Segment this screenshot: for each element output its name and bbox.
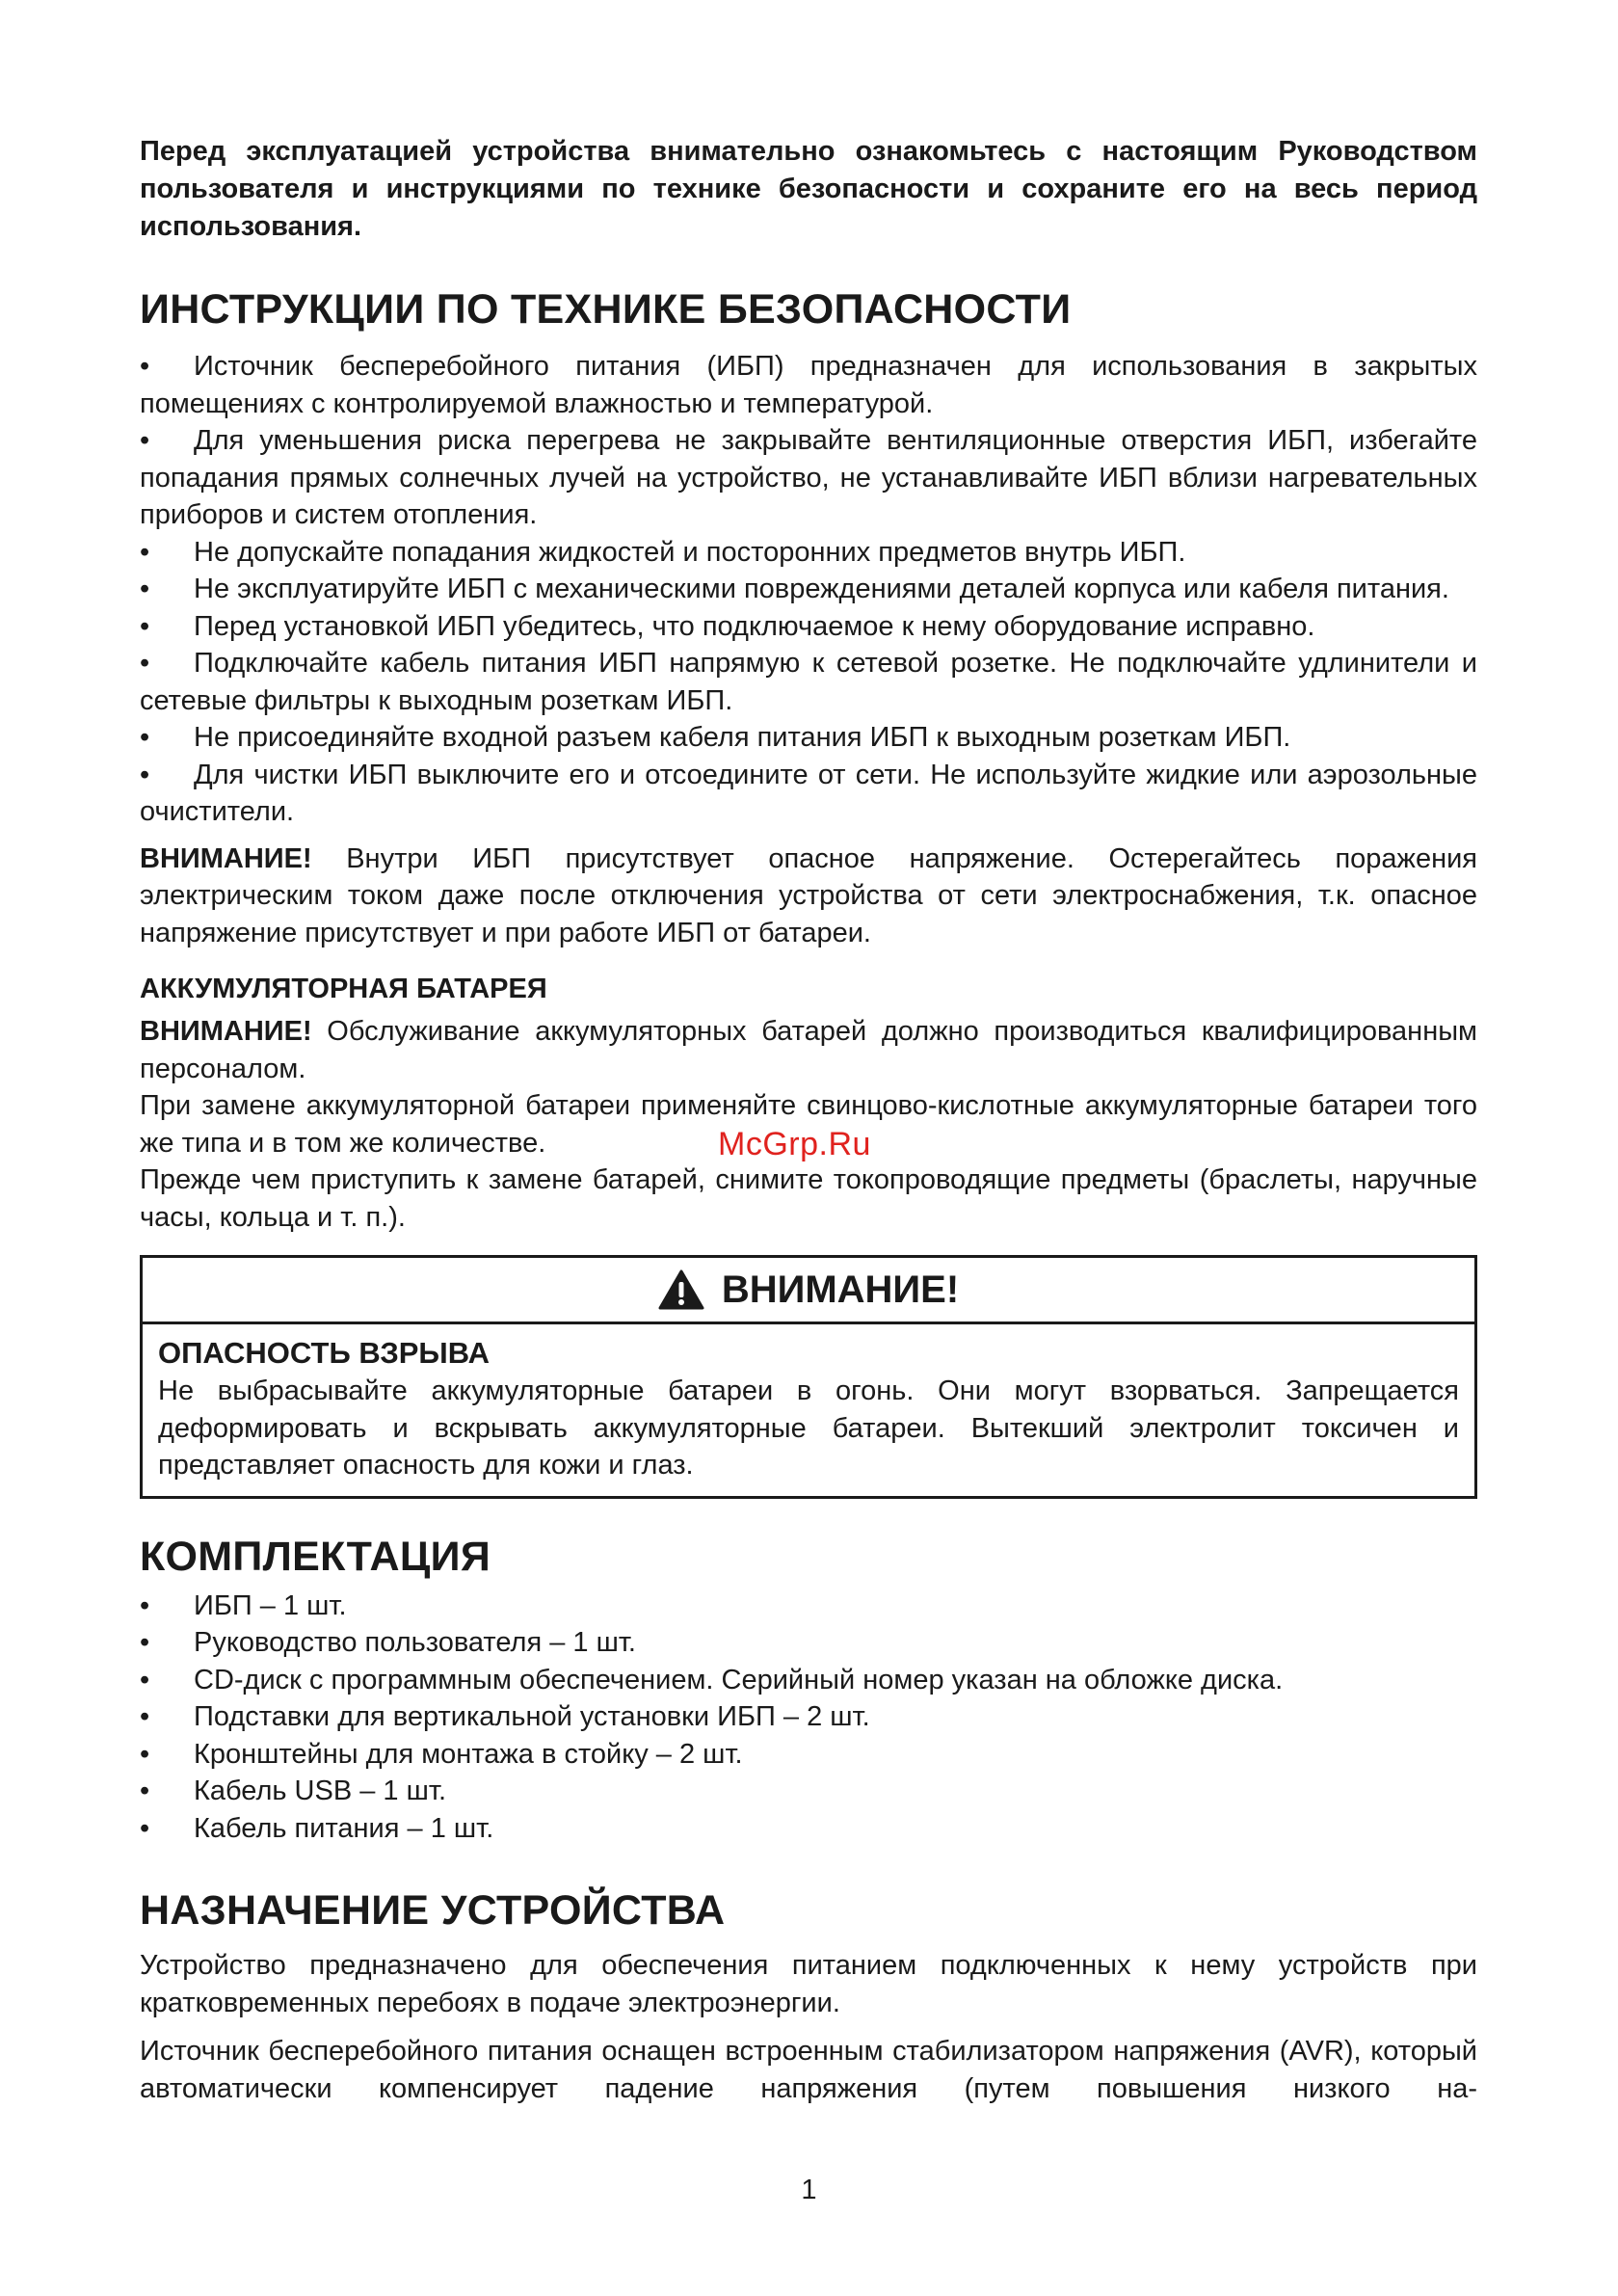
page-number: 1 xyxy=(801,2175,817,2205)
warning-label: ВНИМАНИЕ! xyxy=(140,842,312,874)
list-item: • Для чистки ИБП выключите его и отсоедините от сети. Не используйте жидкие или аэрозольные очистители. xyxy=(140,757,1477,831)
warning-box-title: ВНИМАНИЕ! xyxy=(721,1268,960,1311)
bullet: • xyxy=(140,1701,150,1732)
warning-triangle-icon xyxy=(658,1269,704,1310)
warning-box-body xyxy=(143,1324,1474,1496)
list-item: • Подключайте кабель питания ИБП напрямую к сетевой розетке. Не подключайте удлинители и сетевые фильтры к выходным розеткам ИБП. xyxy=(140,645,1477,719)
bullet: • xyxy=(140,351,150,382)
intro-paragraph: Перед эксплуатацией устройства внимательно ознакомьтесь с настоящим Руководством пользователя и инструкциями по технике безопасности и сохраните его на весь период использования. xyxy=(140,136,1477,242)
list-item: • Кабель питания – 1 шт. xyxy=(140,1810,1477,1848)
purpose-paragraph-2: Источник бесперебойного питания оснащен встроенным стабилизатором напряжения (AVR), который автоматически компенсирует падение напряжения (путем повышения низкого на- xyxy=(140,2036,1477,2104)
purpose-paragraph-1: Устройство предназначено для обеспечения питанием подключенных к нему устройств при кратковременных перебоях в подаче электроэнергии. xyxy=(140,1950,1477,2018)
list-item: • Не допускайте попадания жидкостей и посторонних предметов внутрь ИБП. xyxy=(140,534,1477,572)
bullet: • xyxy=(140,1812,150,1844)
safety-warning-paragraph: ВНИМАНИЕ! Внутри ИБП присутствует опасное напряжение. Остерегайтесь поражения электрическим током даже после отключения устройства от сети электроснабжения, т.к. опасное напряжение присутствует и при работе ИБП от батареи. xyxy=(140,842,1477,948)
bullet: • xyxy=(140,574,150,604)
watermark: McGrp.Ru xyxy=(718,1126,871,1162)
bullet: • xyxy=(140,536,150,568)
bullet: • xyxy=(140,648,150,679)
list-item: • Не присоединяйте входной разъем кабеля питания ИБП к выходным розеткам ИБП. xyxy=(140,719,1477,757)
package-list xyxy=(140,1588,1477,1848)
list-item: • Подставки для вертикальной установки ИБП – 2 шт. xyxy=(140,1698,1477,1736)
document-page xyxy=(140,133,1477,2107)
bullet: • xyxy=(140,1664,150,1695)
bullet: • xyxy=(140,610,150,642)
list-item: • ИБП – 1 шт. xyxy=(140,1588,1477,1625)
list-item: • Источник бесперебойного питания (ИБП) предназначен для использования в закрытых помещениях с контролируемой влажностью и температурой. xyxy=(140,348,1477,422)
list-item: • CD-диск с программным обеспечением. Серийный номер указан на обложке диска. xyxy=(140,1662,1477,1699)
list-item: • Не эксплуатируйте ИБП с механическими повреждениями деталей корпуса или кабеля питания. xyxy=(140,571,1477,608)
package-heading: КОМПЛЕКТАЦИЯ xyxy=(140,1533,491,1580)
safety-list xyxy=(140,348,1477,831)
explosion-warning-box xyxy=(140,1255,1477,1499)
purpose-heading: НАЗНАЧЕНИЕ УСТРОЙСТВА xyxy=(140,1887,726,1934)
bullet: • xyxy=(140,1775,150,1806)
bullet: • xyxy=(140,1627,150,1658)
bullet: • xyxy=(140,1589,150,1621)
safety-heading: ИНСТРУКЦИИ ПО ТЕХНИКЕ БЕЗОПАСНОСТИ xyxy=(140,286,1072,333)
warning-box-subtitle: ОПАСНОСТЬ ВЗРЫВА xyxy=(158,1336,490,1370)
warning-label: ВНИМАНИЕ! xyxy=(140,1016,312,1047)
bullet: • xyxy=(140,425,150,456)
warning-box-text: Не выбрасывайте аккумуляторные батареи в огонь. Они могут взорваться. Запрещается деформировать и вскрывать аккумуляторные батареи. Вытекший электролит токсичен и представляет опасность для кожи и глаз. xyxy=(158,1375,1459,1481)
battery-warning-paragraph: ВНИМАНИЕ! Обслуживание аккумуляторных батарей должно производиться квалифицированным персоналом. xyxy=(140,1016,1477,1084)
warning-box-header xyxy=(143,1258,1474,1324)
list-item: • Перед установкой ИБП убедитесь, что подключаемое к нему оборудование исправно. xyxy=(140,608,1477,646)
battery-paragraph-3: Прежде чем приступить к замене батарей, снимите токопроводящие предметы (браслеты, наручные часы, кольца и т. п.). xyxy=(140,1164,1477,1233)
bullet: • xyxy=(140,722,150,753)
list-item: • Для уменьшения риска перегрева не закрывайте вентиляционные отверстия ИБП, избегайте попадания прямых солнечных лучей на устройство, не устанавливайте ИБП вблизи нагревательных приборов и систем отопления. xyxy=(140,422,1477,534)
list-item: • Руководство пользователя – 1 шт. xyxy=(140,1624,1477,1662)
bullet: • xyxy=(140,1738,150,1770)
list-item: • Кронштейны для монтажа в стойку – 2 шт. xyxy=(140,1736,1477,1774)
battery-paragraph-2: При замене аккумуляторной батареи применяйте свинцово-кислотные аккумуляторные батареи того же типа и в том же количестве. xyxy=(140,1090,1477,1159)
battery-heading: АККУМУЛЯТОРНАЯ БАТАРЕЯ xyxy=(140,974,547,1004)
list-item: • Кабель USB – 1 шт. xyxy=(140,1773,1477,1810)
bullet: • xyxy=(140,759,150,790)
